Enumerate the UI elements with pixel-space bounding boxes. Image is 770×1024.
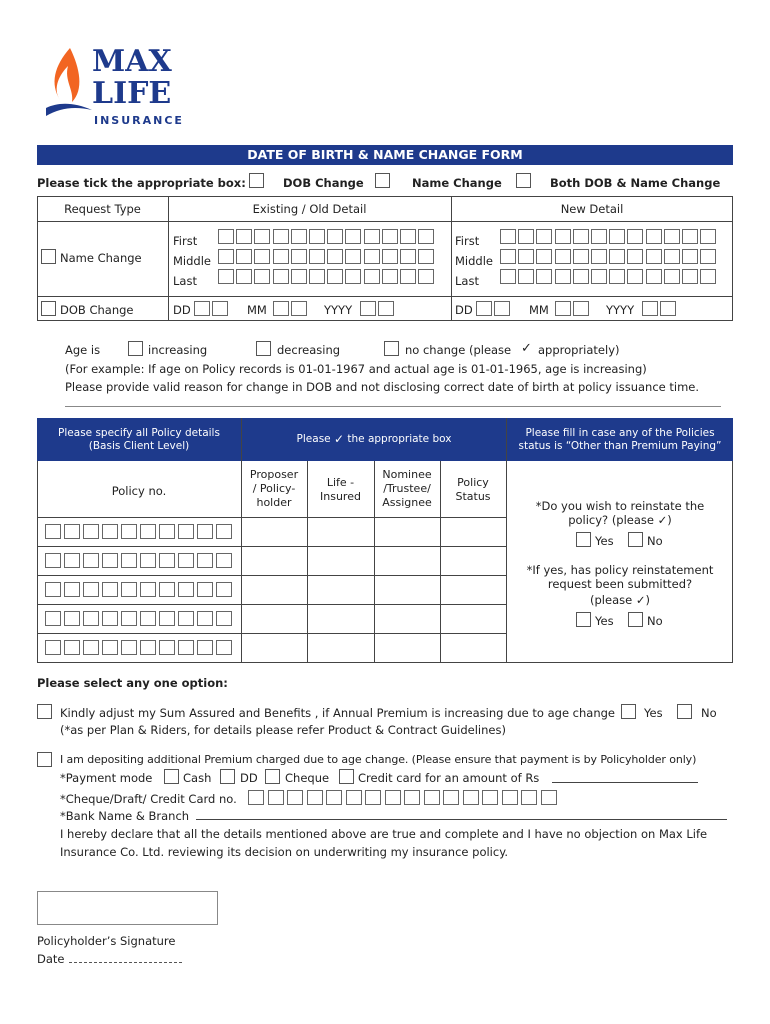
old-name-char-cell[interactable]	[364, 249, 380, 264]
specify-header-sub: (Basis Client Level)	[88, 439, 190, 452]
old-name-char-cell[interactable]	[254, 269, 270, 284]
reinstate-no-label: No	[647, 534, 663, 548]
check-mark-icon: ✓	[521, 341, 532, 356]
pay-cash-checkbox[interactable]	[164, 769, 179, 784]
cheque-no-label: *Cheque/Draft/ Credit Card no.	[60, 792, 237, 806]
reinstate-close-paren: )	[667, 513, 672, 527]
logo-max-text: MAX	[92, 44, 172, 79]
policy-no-char-cell[interactable]	[121, 553, 137, 568]
col-status-line1: Policy	[457, 476, 489, 489]
col-nominee-line2: /Trustee/	[383, 482, 431, 495]
cheque-no-char-cell[interactable]	[287, 790, 303, 805]
new-name-char-cell[interactable]	[646, 249, 662, 264]
policy-no-header: Policy no.	[111, 484, 167, 498]
new-name-char-cell[interactable]	[573, 229, 589, 244]
cheque-no-char-cell[interactable]	[404, 790, 420, 805]
old-middle-label: Middle	[173, 254, 211, 268]
col-nominee-line3: Assignee	[382, 496, 432, 509]
old-dd-label: DD	[173, 303, 191, 317]
old-name-char-cell[interactable]	[273, 249, 289, 264]
policy-no-char-cell[interactable]	[216, 640, 232, 655]
pay-cash-label: Cash	[183, 771, 212, 785]
new-last-label: Last	[455, 274, 479, 288]
policy-no-char-cell[interactable]	[216, 553, 232, 568]
reinstate-no-checkbox[interactable]	[628, 532, 643, 547]
cheque-no-char-cell[interactable]	[326, 790, 342, 805]
old-name-char-cell[interactable]	[236, 249, 252, 264]
new-name-char-cell[interactable]	[627, 229, 643, 244]
option1-no-checkbox[interactable]	[677, 704, 692, 719]
old-name-char-cell[interactable]	[309, 269, 325, 284]
new-name-char-cell[interactable]	[518, 229, 534, 244]
policy-no-char-cell[interactable]	[159, 553, 175, 568]
policy-no-char-cell[interactable]	[178, 553, 194, 568]
policy-no-char-cell[interactable]	[140, 611, 156, 626]
new-name-char-cell[interactable]	[518, 249, 534, 264]
new-name-char-cell[interactable]	[682, 229, 698, 244]
new-yyyy-cell[interactable]	[642, 301, 658, 316]
header-existing-detail: Existing / Old Detail	[252, 202, 367, 216]
old-name-char-cell[interactable]	[418, 229, 434, 244]
old-last-label: Last	[173, 274, 197, 288]
policy-no-char-cell[interactable]	[121, 611, 137, 626]
new-mm-cell[interactable]	[555, 301, 571, 316]
new-name-char-cell[interactable]	[700, 269, 716, 284]
col-nominee-header	[374, 468, 440, 510]
policy-no-char-cell[interactable]	[102, 640, 118, 655]
submitted-yes-checkbox[interactable]	[576, 612, 591, 627]
reinstate-yes-label: Yes	[595, 534, 614, 548]
pay-credit-label: Credit card for an amount of Rs	[358, 771, 540, 785]
new-name-char-cell[interactable]	[664, 249, 680, 264]
policy-no-char-cell[interactable]	[159, 524, 175, 539]
old-dd-cell[interactable]	[212, 301, 228, 316]
new-name-char-cell[interactable]	[646, 229, 662, 244]
policy-no-char-cell[interactable]	[140, 553, 156, 568]
age-decreasing-checkbox[interactable]	[256, 341, 271, 356]
option1-note: (*as per Plan & Riders, for details please refer Product & Contract Guidelines)	[60, 723, 506, 737]
policy-no-char-cell[interactable]	[102, 582, 118, 597]
policy-no-char-cell[interactable]	[197, 524, 213, 539]
col-status-header	[440, 476, 506, 504]
max-life-logo	[44, 44, 189, 130]
new-name-char-cell[interactable]	[555, 249, 571, 264]
signature-label: Policyholder’s Signature	[37, 934, 176, 948]
specify-header	[37, 418, 241, 461]
policy-no-char-cell[interactable]	[140, 640, 156, 655]
both-change-label: Both DOB & Name Change	[550, 176, 721, 190]
submitted-question-line2: request been submitted?	[547, 577, 693, 591]
new-name-char-cell[interactable]	[500, 229, 516, 244]
old-name-char-cell[interactable]	[364, 229, 380, 244]
col-proposer-line1: Proposer	[249, 468, 299, 481]
option2-text: I am depositing additional Premium charged due to age change. (Please ensure that payment is by Policyholder only)	[60, 753, 697, 766]
select-option-label: Please select any one option:	[37, 676, 228, 690]
date-input-line[interactable]	[69, 962, 182, 963]
old-name-char-cell[interactable]	[273, 229, 289, 244]
new-name-char-cell[interactable]	[500, 249, 516, 264]
policy-no-char-cell[interactable]	[83, 553, 99, 568]
old-name-char-cell[interactable]	[400, 229, 416, 244]
age-label: Age is	[65, 343, 101, 357]
col-life-line2: Insured	[320, 490, 361, 503]
policy-no-char-cell[interactable]	[178, 611, 194, 626]
cheque-no-char-cell[interactable]	[346, 790, 362, 805]
new-name-char-cell[interactable]	[591, 249, 607, 264]
new-dd-cell[interactable]	[476, 301, 492, 316]
tick-header-post: the appropriate box	[347, 433, 452, 445]
age-nochange-label: no change (please	[405, 343, 512, 357]
check-mark-icon: ✓	[657, 513, 668, 527]
age-example-text: (For example: If age on Policy records is 01-01-1967 and actual age is 01-01-1965, age is increasing)	[65, 362, 647, 376]
policy-no-char-cell[interactable]	[216, 582, 232, 597]
new-mm-cell[interactable]	[573, 301, 589, 316]
cheque-no-char-cell[interactable]	[541, 790, 557, 805]
policy-no-char-cell[interactable]	[140, 524, 156, 539]
pay-dd-label: DD	[240, 771, 258, 785]
policy-no-char-cell[interactable]	[45, 553, 61, 568]
both-change-checkbox[interactable]	[516, 173, 531, 188]
submitted-no-label: No	[647, 614, 663, 628]
cheque-no-char-cell[interactable]	[248, 790, 264, 805]
old-name-char-cell[interactable]	[218, 249, 234, 264]
new-name-char-cell[interactable]	[591, 269, 607, 284]
new-name-char-cell[interactable]	[664, 269, 680, 284]
policy-no-char-cell[interactable]	[64, 611, 80, 626]
logo-insurance-text: INSURANCE	[94, 114, 184, 127]
old-dd-cell[interactable]	[194, 301, 210, 316]
submitted-question-line1: *If yes, has policy reinstatement	[526, 563, 714, 577]
col-life-line1: Life -	[326, 476, 355, 489]
policy-no-char-cell[interactable]	[197, 553, 213, 568]
old-name-char-cell[interactable]	[273, 269, 289, 284]
old-mm-cell[interactable]	[291, 301, 307, 316]
specify-header-text: Please specify all Policy details	[58, 426, 220, 439]
cheque-no-char-cell[interactable]	[268, 790, 284, 805]
new-name-char-cell[interactable]	[555, 269, 571, 284]
new-dd-label: DD	[455, 303, 473, 317]
new-name-char-cell[interactable]	[646, 269, 662, 284]
policy-no-char-cell[interactable]	[45, 611, 61, 626]
bank-name-input-line[interactable]	[196, 819, 727, 820]
cheque-no-char-cell[interactable]	[385, 790, 401, 805]
col-proposer-line2: / Policy-	[252, 482, 296, 495]
new-first-label: First	[455, 234, 480, 248]
option1-yes-checkbox[interactable]	[621, 704, 636, 719]
request-dob-change-checkbox[interactable]	[41, 301, 56, 316]
cheque-no-char-cell[interactable]	[502, 790, 518, 805]
old-name-char-cell[interactable]	[327, 269, 343, 284]
cheque-no-char-cell[interactable]	[482, 790, 498, 805]
old-name-char-cell[interactable]	[400, 249, 416, 264]
tick-prompt: Please tick the appropriate box:	[37, 176, 246, 190]
policy-no-char-cell[interactable]	[45, 582, 61, 597]
policy-no-char-cell[interactable]	[197, 582, 213, 597]
new-name-char-cell[interactable]	[573, 249, 589, 264]
option1-text: Kindly adjust my Sum Assured and Benefits , if Annual Premium is increasing due to age change	[60, 706, 616, 720]
declaration-line2: Insurance Co. Ltd. reviewing its decision on underwriting my insurance policy.	[60, 845, 509, 859]
new-name-char-cell[interactable]	[682, 249, 698, 264]
reinstate-question-line1: *Do you wish to reinstate the	[535, 499, 705, 513]
old-name-char-cell[interactable]	[218, 229, 234, 244]
submitted-no-checkbox[interactable]	[628, 612, 643, 627]
flame-logo-icon	[44, 44, 94, 124]
policy-no-char-cell[interactable]	[197, 611, 213, 626]
dob-change-checkbox[interactable]	[249, 173, 264, 188]
policy-no-char-cell[interactable]	[64, 582, 80, 597]
header-new-detail: New Detail	[560, 202, 624, 216]
new-yyyy-label: YYYY	[606, 303, 635, 317]
option1-no-label: No	[701, 706, 717, 720]
request-name-change-label: Name Change	[60, 251, 142, 265]
policy-no-char-cell[interactable]	[102, 611, 118, 626]
option2-checkbox[interactable]	[37, 752, 52, 767]
cheque-no-char-cell[interactable]	[463, 790, 479, 805]
amount-input-line[interactable]	[552, 782, 698, 783]
policy-no-char-cell[interactable]	[64, 640, 80, 655]
old-name-char-cell[interactable]	[345, 269, 361, 284]
reinstate-question	[507, 499, 733, 527]
new-name-char-cell[interactable]	[609, 269, 625, 284]
policy-no-char-cell[interactable]	[140, 582, 156, 597]
old-name-char-cell[interactable]	[418, 269, 434, 284]
check-mark-icon: ✓	[333, 432, 345, 446]
old-name-char-cell[interactable]	[382, 269, 398, 284]
new-name-char-cell[interactable]	[536, 269, 552, 284]
col-status-line2: Status	[455, 490, 491, 503]
reinstate-yes-checkbox[interactable]	[576, 532, 591, 547]
policy-no-char-cell[interactable]	[178, 582, 194, 597]
old-mm-label: MM	[247, 303, 267, 317]
cheque-no-char-cell[interactable]	[443, 790, 459, 805]
new-name-char-cell[interactable]	[609, 229, 625, 244]
option1-checkbox[interactable]	[37, 704, 52, 719]
fill-header-sub: status is “Other than Premium Paying”	[518, 439, 722, 452]
cheque-no-char-cell[interactable]	[365, 790, 381, 805]
policy-no-char-cell[interactable]	[178, 640, 194, 655]
new-name-char-cell[interactable]	[627, 249, 643, 264]
form-title: DATE OF BIRTH & NAME CHANGE FORM	[37, 145, 733, 165]
age-nochange-checkbox[interactable]	[384, 341, 399, 356]
payment-mode-label: *Payment mode	[60, 771, 153, 785]
old-first-label: First	[173, 234, 198, 248]
pay-cheque-label: Cheque	[285, 771, 330, 785]
name-change-checkbox[interactable]	[375, 173, 390, 188]
cheque-no-char-cell[interactable]	[307, 790, 323, 805]
old-yyyy-cell[interactable]	[378, 301, 394, 316]
new-name-char-cell[interactable]	[555, 229, 571, 244]
new-dd-cell[interactable]	[494, 301, 510, 316]
pay-credit-checkbox[interactable]	[339, 769, 354, 784]
policy-no-char-cell[interactable]	[216, 611, 232, 626]
old-name-char-cell[interactable]	[236, 269, 252, 284]
policy-no-char-cell[interactable]	[83, 524, 99, 539]
age-reason-text: Please provide valid reason for change in DOB and not disclosing correct date of birth at policy issuance time.	[65, 380, 700, 394]
policy-no-char-cell[interactable]	[45, 640, 61, 655]
cheque-no-char-cell[interactable]	[521, 790, 537, 805]
policy-no-char-cell[interactable]	[102, 553, 118, 568]
old-name-char-cell[interactable]	[345, 229, 361, 244]
logo-life-text: LIFE	[92, 76, 172, 111]
request-name-change-checkbox[interactable]	[41, 249, 56, 264]
new-name-char-cell[interactable]	[627, 269, 643, 284]
new-name-char-cell[interactable]	[664, 229, 680, 244]
check-mark-icon: ✓	[635, 593, 646, 607]
old-name-char-cell[interactable]	[236, 229, 252, 244]
submitted-yes-label: Yes	[595, 614, 614, 628]
old-name-char-cell[interactable]	[291, 269, 307, 284]
old-name-char-cell[interactable]	[291, 249, 307, 264]
new-name-char-cell[interactable]	[700, 229, 716, 244]
old-name-char-cell[interactable]	[345, 249, 361, 264]
new-name-char-cell[interactable]	[591, 229, 607, 244]
name-change-label: Name Change	[412, 176, 502, 190]
signature-box[interactable]	[37, 891, 218, 925]
policy-no-char-cell[interactable]	[178, 524, 194, 539]
policy-no-char-cell[interactable]	[159, 582, 175, 597]
old-name-char-cell[interactable]	[254, 229, 270, 244]
old-name-char-cell[interactable]	[364, 269, 380, 284]
fill-header	[507, 418, 733, 461]
old-name-char-cell[interactable]	[382, 249, 398, 264]
tick-header-pre: Please	[296, 433, 331, 445]
policy-no-char-cell[interactable]	[121, 524, 137, 539]
age-appropriately-label: appropriately)	[538, 343, 620, 357]
policy-no-char-cell[interactable]	[64, 553, 80, 568]
new-mm-label: MM	[529, 303, 549, 317]
policy-no-char-cell[interactable]	[83, 611, 99, 626]
pay-cheque-checkbox[interactable]	[265, 769, 280, 784]
policy-no-char-cell[interactable]	[45, 524, 61, 539]
policy-no-char-cell[interactable]	[197, 640, 213, 655]
declaration-line1: I hereby declare that all the details mentioned above are true and complete and I have no objection on Max Life	[60, 827, 708, 841]
old-yyyy-label: YYYY	[324, 303, 353, 317]
old-name-char-cell[interactable]	[418, 249, 434, 264]
policy-no-char-cell[interactable]	[64, 524, 80, 539]
policy-no-char-cell[interactable]	[102, 524, 118, 539]
pay-dd-checkbox[interactable]	[220, 769, 235, 784]
policy-no-char-cell[interactable]	[83, 640, 99, 655]
old-name-char-cell[interactable]	[309, 249, 325, 264]
policy-no-char-cell[interactable]	[121, 582, 137, 597]
reason-input-line[interactable]	[65, 406, 721, 407]
old-name-char-cell[interactable]	[218, 269, 234, 284]
age-increasing-label: increasing	[148, 343, 208, 357]
new-name-char-cell[interactable]	[682, 269, 698, 284]
date-label: Date	[37, 952, 65, 966]
new-name-char-cell[interactable]	[700, 249, 716, 264]
new-name-char-cell[interactable]	[536, 229, 552, 244]
new-name-char-cell[interactable]	[573, 269, 589, 284]
old-name-char-cell[interactable]	[309, 229, 325, 244]
old-yyyy-cell[interactable]	[360, 301, 376, 316]
age-decreasing-label: decreasing	[277, 343, 341, 357]
option1-yes-label: Yes	[644, 706, 663, 720]
new-name-char-cell[interactable]	[609, 249, 625, 264]
policy-no-char-cell[interactable]	[83, 582, 99, 597]
reinstate-question-line2: policy? (please	[568, 513, 654, 527]
old-name-char-cell[interactable]	[327, 229, 343, 244]
new-name-char-cell[interactable]	[500, 269, 516, 284]
new-name-char-cell[interactable]	[536, 249, 552, 264]
col-nominee-line1: Nominee	[382, 468, 432, 481]
col-proposer-line3: holder	[256, 496, 292, 509]
policy-no-char-cell[interactable]	[121, 640, 137, 655]
tick-header	[242, 418, 506, 461]
policy-no-char-cell[interactable]	[216, 524, 232, 539]
col-proposer-header	[241, 468, 307, 510]
policy-no-char-cell[interactable]	[159, 640, 175, 655]
old-name-char-cell[interactable]	[382, 229, 398, 244]
header-request-type: Request Type	[64, 202, 141, 216]
request-dob-change-label: DOB Change	[60, 303, 134, 317]
old-name-char-cell[interactable]	[291, 229, 307, 244]
col-life-header	[307, 476, 374, 504]
cheque-no-char-cell[interactable]	[424, 790, 440, 805]
age-increasing-checkbox[interactable]	[128, 341, 143, 356]
submitted-question	[507, 563, 733, 607]
policy-no-char-cell[interactable]	[159, 611, 175, 626]
old-mm-cell[interactable]	[273, 301, 289, 316]
bank-name-label: *Bank Name & Branch	[60, 809, 190, 823]
new-yyyy-cell[interactable]	[660, 301, 676, 316]
old-name-char-cell[interactable]	[327, 249, 343, 264]
old-name-char-cell[interactable]	[254, 249, 270, 264]
fill-header-text: Please fill in case any of the Policies	[525, 426, 715, 439]
new-name-char-cell[interactable]	[518, 269, 534, 284]
submitted-question-line3: (please	[590, 593, 633, 607]
old-name-char-cell[interactable]	[400, 269, 416, 284]
submitted-close-paren: )	[645, 593, 650, 607]
dob-change-label: DOB Change	[283, 176, 364, 190]
new-middle-label: Middle	[455, 254, 493, 268]
